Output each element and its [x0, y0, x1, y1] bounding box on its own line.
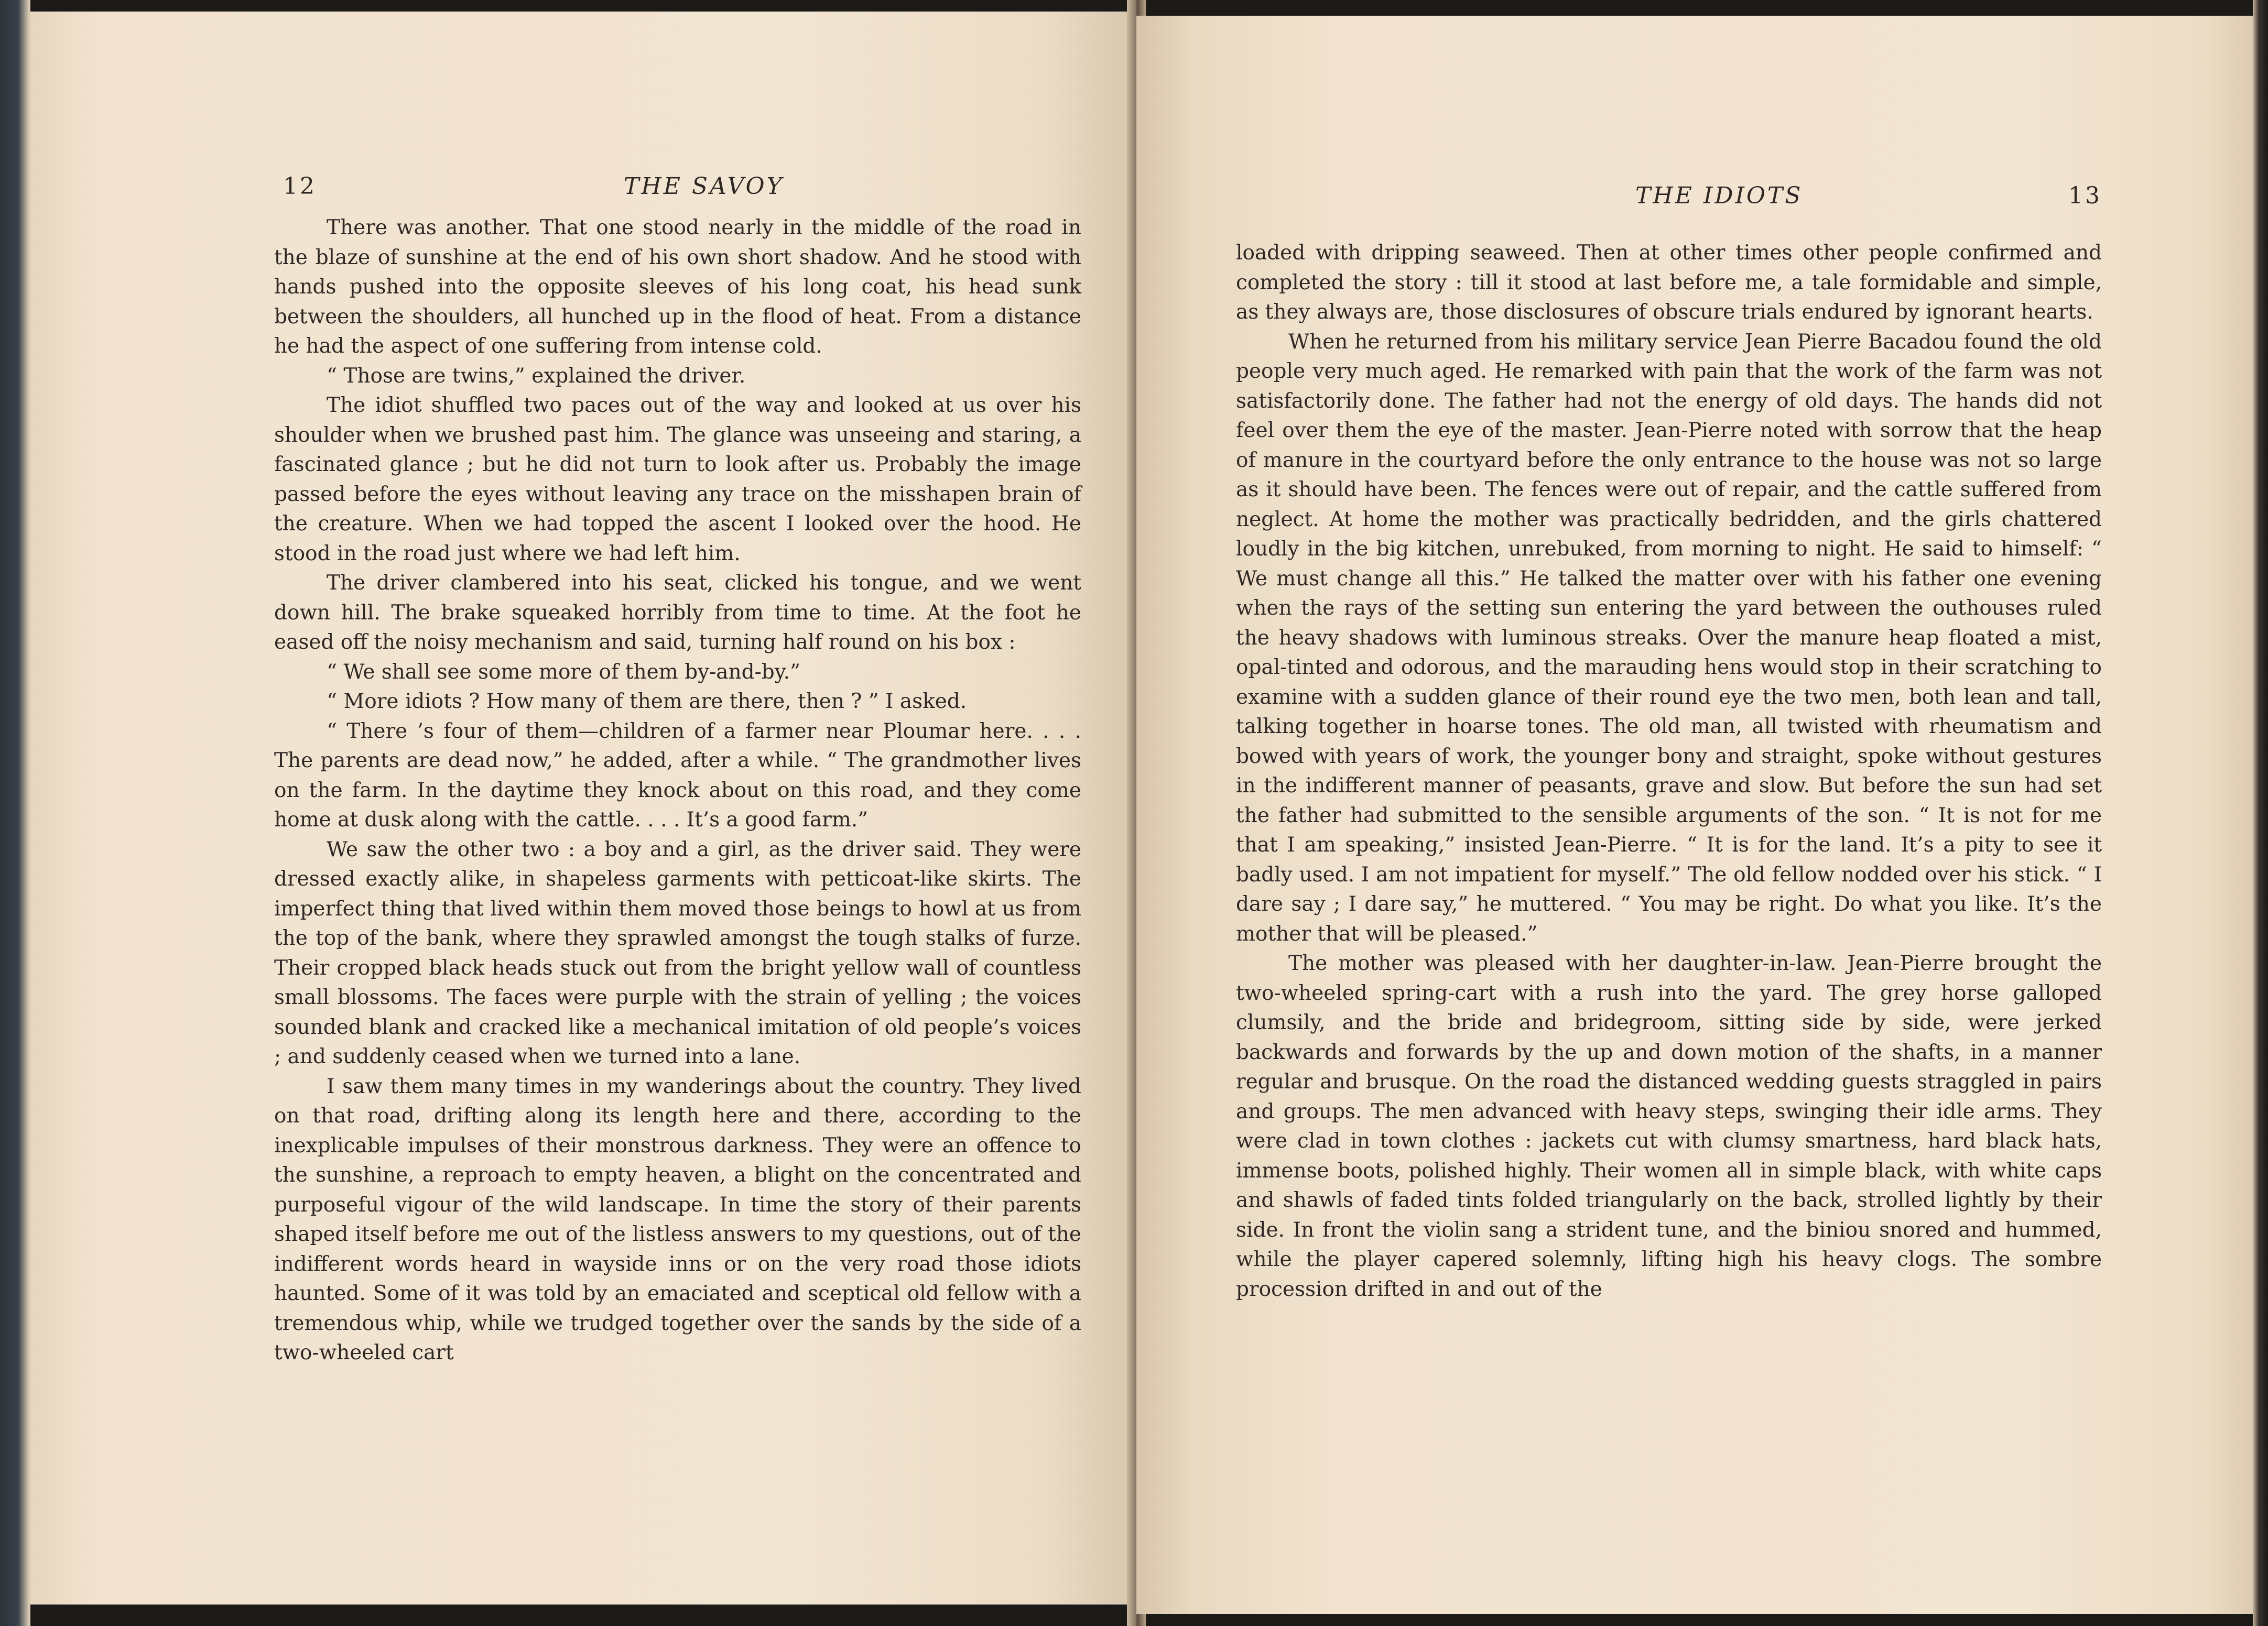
- left-running-title: THE SAVOY: [624, 173, 784, 200]
- paragraph: “ We shall see some more of them by-and-by.”: [327, 660, 800, 684]
- right-page-header: [1236, 182, 2102, 214]
- paragraph: The driver clambered into his seat, clicked his tongue, and we went down hill. The brake squeaked horribly from time to time. At the foot he eased off the noisy mechanism and said, turning half round on his box :: [274, 571, 1081, 654]
- left-page-header: [283, 173, 1090, 204]
- paragraph: The mother was pleased with her daughter-in-law. Jean-Pierre brought the two-wheeled spring-cart with a rush into the yard. The grey horse galloped clumsily, and the bride and bridegroom, sitting side by side, were jerked backwards and forwards by the up and down motion of the shafts, in a manner regular and brusque. On the road the distanced wedding guests straggled in pairs and groups. The men advanced with heavy steps, swinging their idle arms. They were clad in town clothes : jackets cut with clumsy smartness, hard black hats, immense boots, polished highly. Their women all in simple black, with white caps and shawls of faded tints folded triangularly on the back, strolled lightly by their side. In front the violin sang a strident tune, and the biniou snored and hummed, while the player capered solemnly, lifting high his heavy clogs. The sombre procession drifted in and out of the: [1236, 952, 2102, 1301]
- paragraph: When he returned from his military service Jean Pierre Bacadou found the old people very much aged. He remarked with pain that the work of the farm was not satisfactorily done. The father had not the energy of old days. The hands did not feel over them the eye of the master. Jean-Pierre noted with sorrow that the heap of manure in the courtyard before the only entrance to the house was not so large as it should have been. The fences were out of repair, and the cattle suffered from neglect. At home the mother was practically bedridden, and the girls chattered loudly in the big kitchen, unrebuked, from morning to night. He said to himself: “ We must change all this.” He talked the matter over with his father one evening when the rays of the setting sun entering the yard between the outhouses ruled the heavy shadows with luminous streaks. Over the manure heap floated a mist, opal-tinted and odorous, and the marauding hens would stop in their scratching to examine with a sudden glance of their round eye the two men, both lean and tall, talking together in hoarse tones. The old man, all twisted with rheumatism and bowed with years of work, the younger bony and straight, spoke without gestures in the indifferent manner of peasants, grave and slow. But before the sun had set the father had submitted to the sensible arguments of the son. “ It is not for me that I am speaking,” insisted Jean-Pierre. “ It is for the land. It’s a pity to see it badly used. I am not impatient for myself.” The old fellow nodded over his stick. “ I dare say ; I dare say,” he muttered. “ You may be right. Do what you like. It’s the mother that will be pleased.”: [1236, 330, 2102, 946]
- left-page-number: 12: [283, 173, 317, 200]
- left-body-text: [274, 213, 1081, 1368]
- paragraph: There was another. That one stood nearly in the middle of the road in the blaze of sunshine at the end of his own short shadow. And he stood with hands pushed into the opposite sleeves of his long coat, his head sunk between the shoulders, all hunched up in the flood of heat. From a distance he had the aspect of one suffering from intense cold.: [274, 216, 1081, 358]
- right-page-number: 13: [2068, 182, 2102, 209]
- book-cover-edge-left: [0, 0, 30, 1626]
- right-running-title: THE IDIOTS: [1635, 182, 1803, 209]
- paragraph-continued: loaded with dripping seaweed. Then at other times other people confirmed and completed the story : till it stood at last before me, a tale formidable and simple, as they always are, those disclosures of obscure trials endured by ignorant hearts.: [1236, 241, 2102, 324]
- book-cover-edge-right: [2253, 0, 2268, 1626]
- paragraph: The idiot shuffled two paces out of the way and looked at us over his shoulder when we brushed past him. The glance was unseeing and staring, a fascinated glance ; but he did not turn to look after us. Probably the image passed before the eyes without leaving any trace on the misshapen brain of the creature. When we had topped the ascent I looked over the hood. He stood in the road just where we had left him.: [274, 394, 1081, 565]
- paragraph: I saw them many times in my wanderings about the country. They lived on that road, drifting along its length here and there, according to the inexplicable impulses of their monstrous darkness. They were an offence to the sunshine, a reproach to empty heaven, a blight on the concentrated and purposeful vigour of the wild landscape. In time the story of their parents shaped itself before me out of the listless answers to my questions, out of the indifferent words heard in wayside inns or on the very road those idiots haunted. Some of it was told by an emaciated and sceptical old fellow with a tremendous whip, while we trudged together over the sands by the side of a two-wheeled cart: [274, 1074, 1081, 1365]
- paragraph: “ More idiots ? How many of them are there, then ? ” I asked.: [327, 690, 967, 713]
- paragraph: “ Those are twins,” explained the driver.: [327, 364, 746, 388]
- right-page: [1136, 16, 2253, 1614]
- right-body-text: [1236, 238, 2102, 1304]
- paragraph: We saw the other two : a boy and a girl, as the driver said. They were dressed exactly alike, in shapeless garments with petticoat-like skirts. The imperfect thing that lived within them moved those beings to howl at us from the top of the bank, where they sprawled amongst the tough stalks of furze. Their cropped black heads stuck out from the bright yellow wall of countless small blossoms. The faces were purple with the strain of yelling ; the voices sounded blank and cracked like a mechanical imitation of old people’s voices ; and suddenly ceased when we turned into a lane.: [274, 837, 1081, 1068]
- paragraph: “ There ’s four of them—children of a farmer near Ploumar here. . . . The parents are dead now,” he added, after a while. “ The grandmother lives on the farm. In the daytime they knock about on this road, and they come home at dusk along with the cattle. . . . It’s a good farm.”: [274, 719, 1081, 832]
- left-page: [30, 12, 1135, 1605]
